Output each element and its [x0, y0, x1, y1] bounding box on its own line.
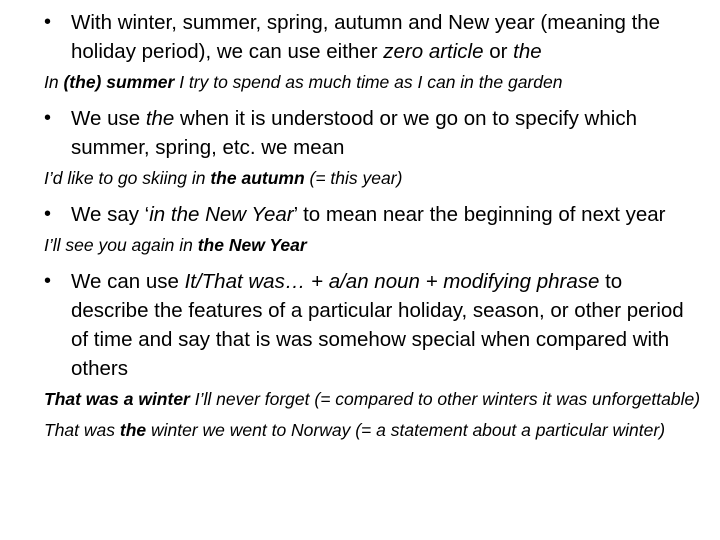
text: We can use [71, 270, 185, 293]
emphasis: the [145, 107, 175, 130]
bold-text: the [119, 420, 147, 440]
text: We say ‘ [71, 203, 150, 226]
bullet-new-year [44, 200, 702, 229]
example-summer [44, 69, 702, 96]
text: With winter, summer, spring, autumn and New year (meaning the holiday period), we can use either [71, 11, 661, 63]
text: I’ll see you again in [44, 235, 198, 255]
bold-text: (the) summer [63, 72, 175, 92]
bullet-it-that-was [44, 267, 702, 383]
example-the-winter [44, 417, 702, 444]
bullet-seasons-article [44, 8, 702, 66]
text: ’ to mean near the beginning of next year [293, 203, 666, 226]
bold-text: the autumn [210, 168, 305, 188]
text: In [44, 72, 64, 92]
bullet-dot: • [44, 270, 52, 292]
text: to describe the features of a particular holiday, season, or other period of time and say that is was somehow special when compared with others [71, 270, 684, 380]
example-new-year [44, 232, 702, 259]
emphasis: the [513, 40, 542, 63]
bold-text: That was a winter [44, 389, 190, 409]
text: or [483, 40, 514, 63]
text: That was [44, 420, 120, 440]
bold-text: the New Year [197, 235, 307, 255]
example-a-winter [44, 386, 702, 413]
emphasis: It/That was… + a/an noun + modifying phrase [184, 270, 600, 293]
text: I try to spend as much time as I can in the garden [174, 72, 563, 92]
bullet-dot: • [44, 203, 52, 225]
text: We use [71, 107, 146, 130]
bullet-dot: • [44, 107, 52, 129]
example-autumn [44, 165, 702, 192]
bullet-dot: • [44, 11, 52, 33]
text: (= this year) [304, 168, 403, 188]
text: when it is understood or we go on to specify which summer, spring, etc. we mean [71, 107, 637, 159]
emphasis: in the New Year [149, 203, 294, 226]
text: I’d like to go skiing in [44, 168, 211, 188]
text: winter we went to Norway (= a statement about a particular winter) [146, 420, 666, 440]
text: I’ll never forget (= compared to other winters it was unforgettable) [189, 389, 701, 409]
emphasis: zero article [383, 40, 484, 63]
bullet-use-the [44, 104, 702, 162]
